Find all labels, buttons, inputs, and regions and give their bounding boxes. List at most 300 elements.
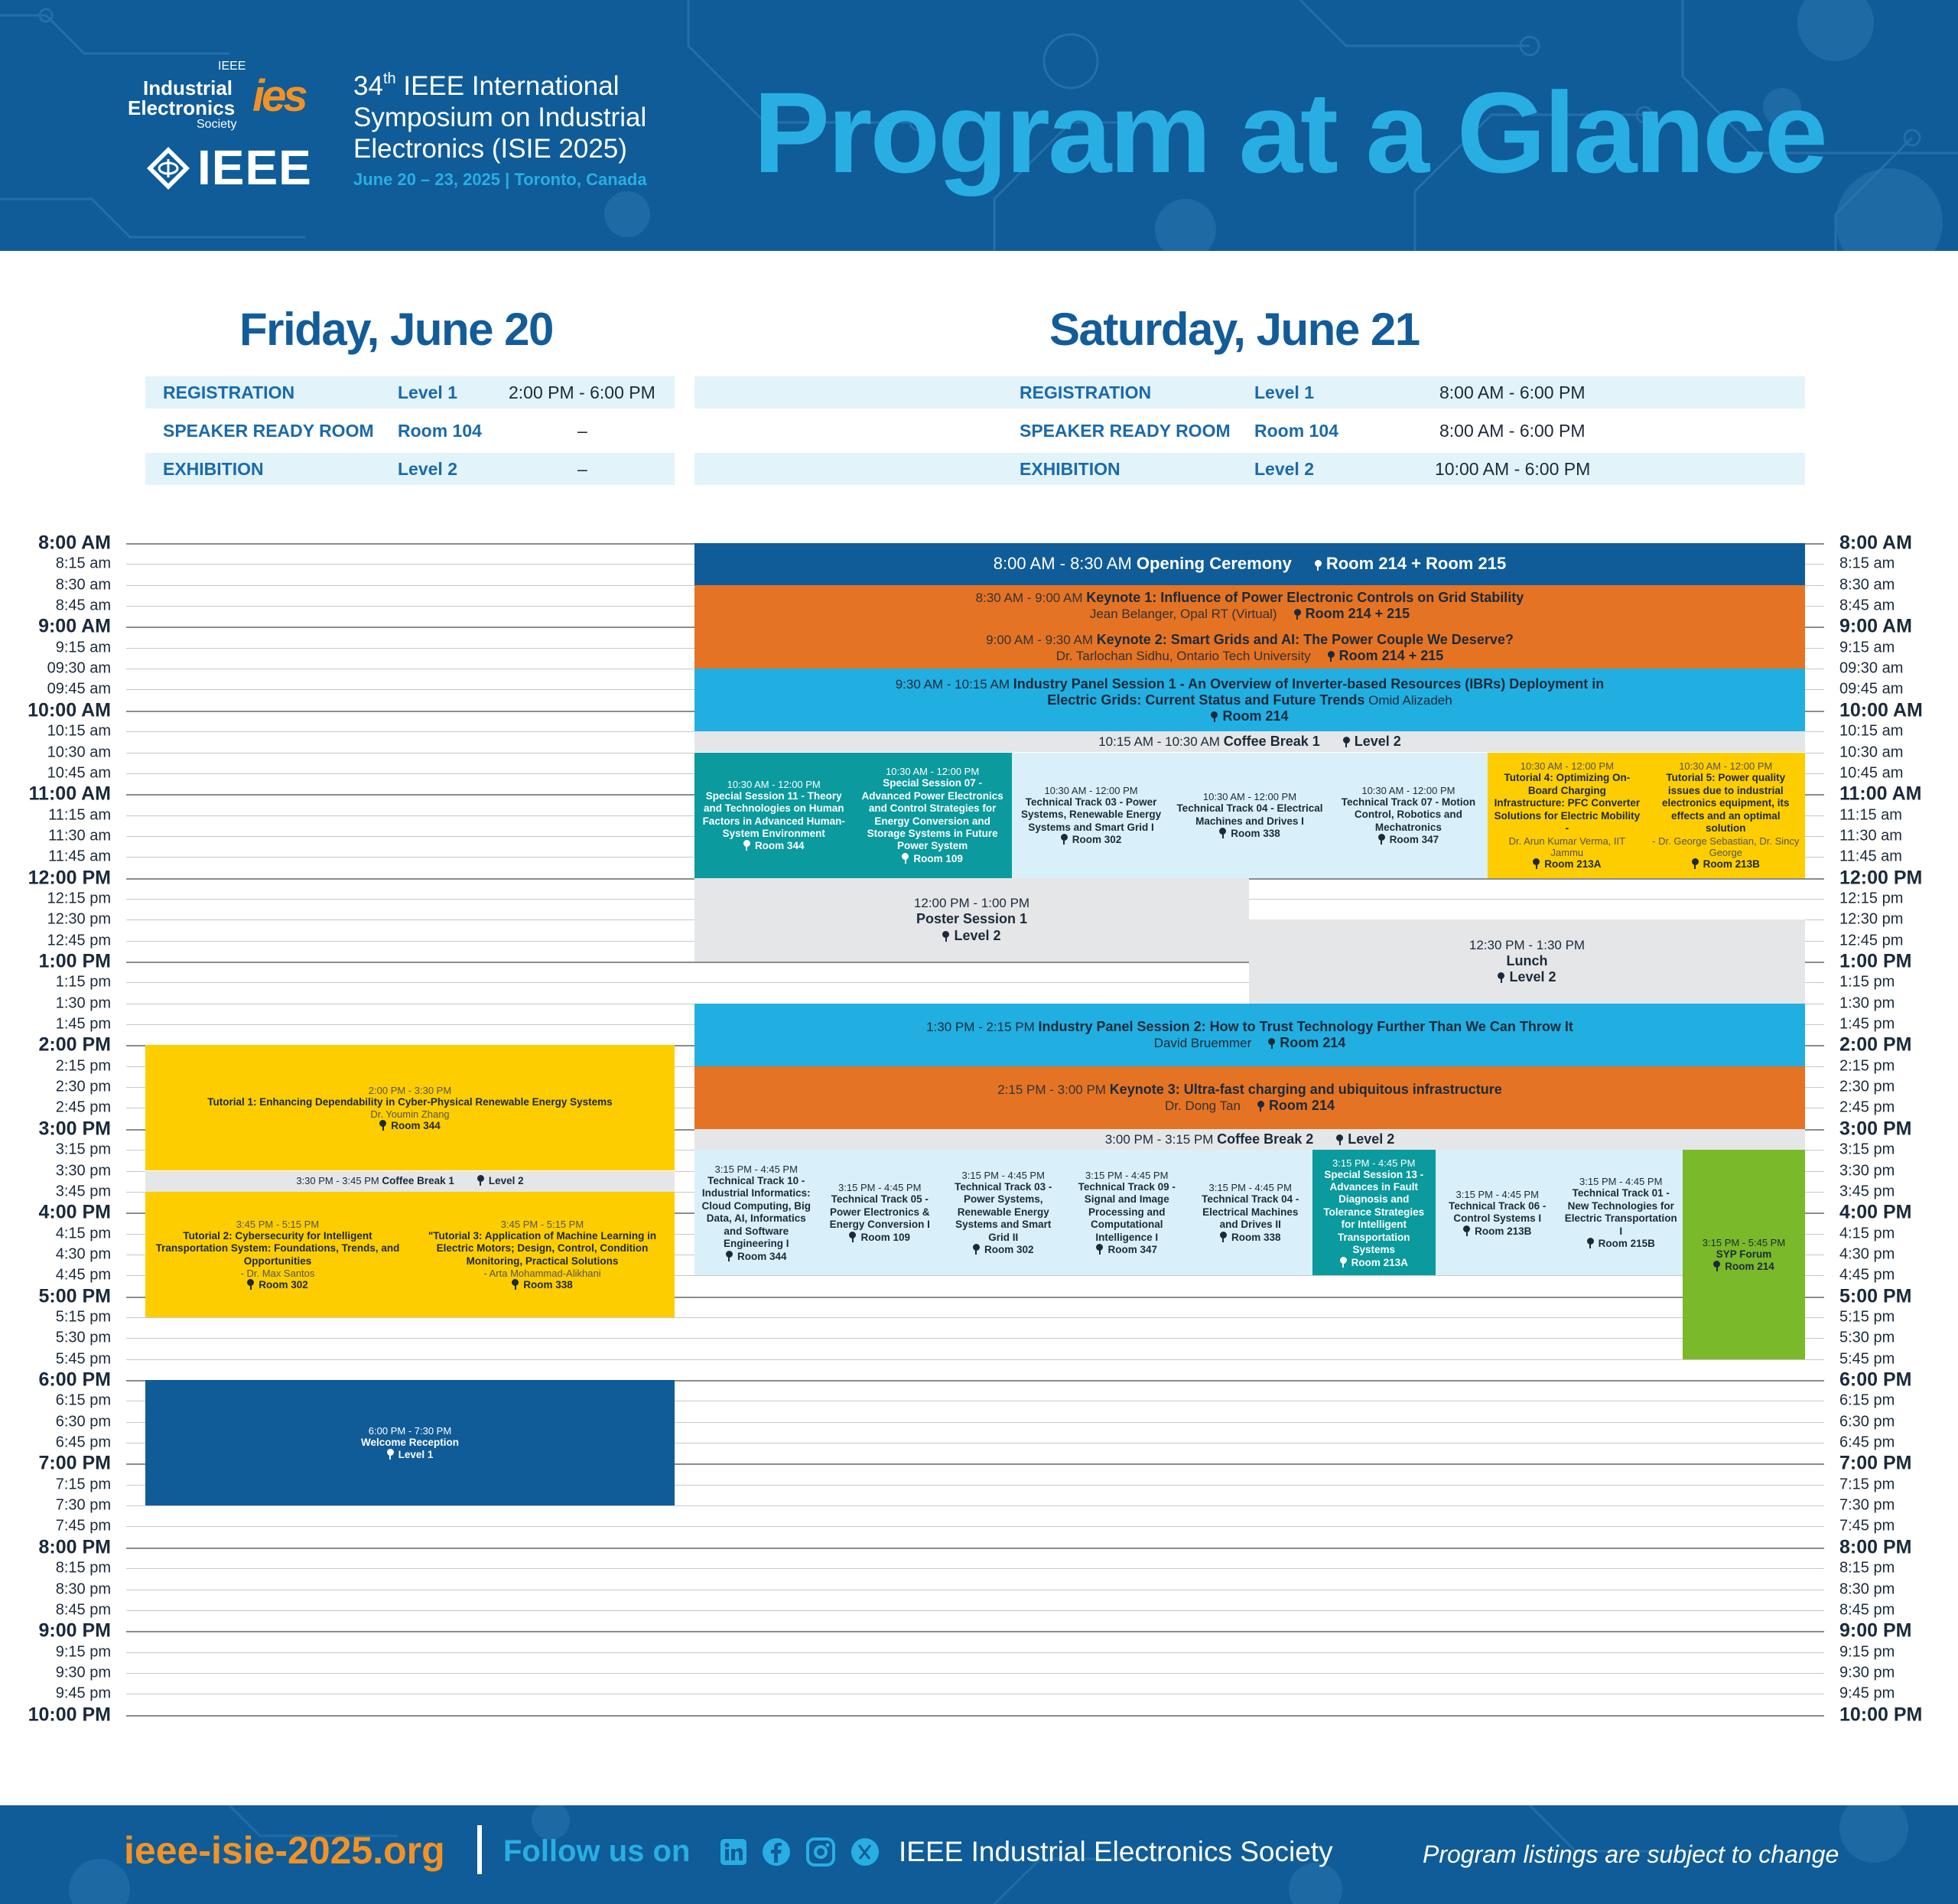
event-title: Welcome Reception	[360, 1436, 460, 1448]
event-room	[1211, 708, 1288, 724]
event-block[interactable]	[694, 1004, 1805, 1066]
event-title: Technical Track 03 - Power Systems, Renewable Energy Systems and Smart Grid II	[955, 1181, 1052, 1243]
event-line2	[1090, 606, 1410, 622]
event-title: Technical Track 04 - Electrical Machines and Drives I	[1176, 802, 1323, 827]
footer-divider	[477, 1825, 482, 1874]
website-link[interactable]: ieee-isie-2025.org	[124, 1829, 445, 1872]
time-label-left: 7:15 pm	[55, 1476, 111, 1493]
location-pin-icon	[942, 931, 949, 941]
event-time: 8:00 AM - 8:30 AM	[993, 554, 1137, 574]
event-time: 12:30 PM - 1:30 PM	[1468, 937, 1586, 952]
time-label-left: 10:00 AM	[28, 699, 111, 721]
time-label-right: 2:30 pm	[1839, 1078, 1895, 1095]
time-label-right: 7:30 pm	[1839, 1496, 1895, 1514]
event-room-text: Room 214 + 215	[1338, 647, 1444, 663]
event-room-text: Room 302	[259, 1279, 308, 1291]
event-block[interactable]	[1436, 1150, 1560, 1275]
disclaimer-note: Program listings are subject to change	[1423, 1841, 1839, 1868]
time-label-left: 8:45 pm	[55, 1601, 111, 1619]
time-label-right: 2:15 pm	[1839, 1057, 1895, 1075]
grid-line	[126, 1631, 1824, 1632]
event-room-text: Room 213A	[1544, 858, 1602, 870]
event-time: 10:30 AM - 12:00 PM	[886, 766, 980, 778]
event-room-text: Level 2	[1509, 969, 1556, 985]
saturday-info-location: Room 104	[1254, 420, 1338, 441]
event-block[interactable]	[694, 585, 1805, 627]
time-label-left: 3:00 PM	[38, 1118, 111, 1140]
event-time: 3:15 PM - 4:45 PM	[1085, 1170, 1169, 1182]
event-room-text: Level 2	[1348, 1131, 1395, 1147]
time-label-right: 6:00 PM	[1839, 1369, 1912, 1391]
event-room-text: Level 1	[398, 1449, 434, 1461]
location-pin-icon	[1061, 834, 1068, 844]
event-title: Keynote 2: Smart Grids and AI: The Power Couple We Deserve?	[1096, 631, 1514, 647]
event-title: Tutorial 1: Enhancing Dependability in Cyber-Physical Renewable Energy Systems	[207, 1095, 613, 1108]
event-speaker: Dr. Youmin Zhang	[370, 1108, 450, 1121]
event-line	[1098, 734, 1401, 750]
event-title: Special Session 13 - Advances in Fault Diagnosis and Tolerance Strategies for Intelligent Transportation Systems	[1323, 1168, 1425, 1256]
event-title: "Tutorial 3: Application of Machine Learning in Electric Motors; Design, Control, Condition Monitoring, Practical Solutions	[428, 1229, 657, 1267]
event-title: Special Session 11 - Theory and Technologies on Human Factors in Advanced Human-System Environment	[702, 789, 845, 840]
event-room	[942, 928, 1000, 944]
time-label-left: 1:15 pm	[55, 973, 111, 991]
event-time: 10:30 AM - 12:00 PM	[1520, 760, 1614, 773]
grid-line	[126, 1317, 1824, 1318]
location-pin-icon	[247, 1279, 254, 1289]
event-room	[387, 1449, 434, 1460]
saturday-info-time: 8:00 AM - 6:00 PM	[1439, 382, 1586, 402]
event-title: Tutorial 5: Power quality issues due to industrial electronics equipment, its effects and an optimal solution	[1662, 772, 1790, 835]
ieee-diamond-icon	[145, 145, 191, 191]
time-label-right: 3:45 pm	[1839, 1183, 1895, 1200]
time-label-left: 2:00 PM	[38, 1033, 111, 1056]
saturday-info-label: REGISTRATION	[1020, 382, 1152, 402]
event-title: Technical Track 10 - Industrial Informatics: Cloud Computing, Big Data, AI, Informatics and Software Engineering I	[701, 1174, 811, 1250]
event-room	[1713, 1261, 1774, 1272]
time-label-left: 3:15 pm	[55, 1141, 111, 1158]
time-label-left: 10:00 PM	[28, 1704, 111, 1726]
event-block[interactable]	[1012, 753, 1170, 878]
event-line1	[997, 1082, 1502, 1114]
time-label-right: 09:30 am	[1839, 659, 1904, 677]
event-block[interactable]	[942, 1150, 1065, 1275]
event-block[interactable]	[694, 669, 1805, 731]
time-label-right: 5:30 pm	[1839, 1329, 1895, 1346]
time-label-right: 1:45 pm	[1839, 1015, 1895, 1033]
time-label-right: 5:45 pm	[1839, 1350, 1895, 1368]
saturday-info-location: Level 1	[1254, 382, 1314, 402]
time-label-right: 6:15 pm	[1839, 1391, 1895, 1409]
event-room-text: Room 302	[984, 1244, 1034, 1256]
header-banner	[0, 0, 1958, 251]
event-room-text: Level 2	[488, 1175, 524, 1187]
symposium-line1: IEEE International	[395, 71, 620, 101]
event-title: Special Session 07 - Advanced Power Electronics and Control Strategies for Energy Conversion and Storage Systems in Future Power System	[861, 777, 1003, 852]
location-pin-icon	[1268, 1038, 1275, 1048]
time-label-left: 9:00 AM	[38, 615, 111, 637]
event-time: 2:15 PM - 3:00 PM	[997, 1082, 1110, 1097]
event-line2	[1056, 648, 1444, 664]
event-title: Coffee Break 2	[1217, 1131, 1314, 1147]
event-block[interactable]	[145, 1380, 675, 1505]
event-line1	[986, 632, 1514, 648]
time-label-left: 09:45 am	[47, 680, 111, 698]
saturday-info-label: EXHIBITION	[1020, 458, 1120, 479]
time-label-left: 1:00 PM	[38, 950, 111, 972]
time-label-left: 11:30 am	[48, 827, 111, 845]
time-label-left: 3:30 pm	[55, 1162, 111, 1179]
event-title: Technical Track 06 - Control Systems I	[1449, 1199, 1547, 1225]
symposium-ordinal-sup: th	[382, 70, 396, 87]
event-title: Technical Track 01 - New Technologies for Electric Transportation I	[1564, 1187, 1677, 1237]
event-room-text: Room 347	[1107, 1244, 1158, 1256]
time-label-right: 8:00 AM	[1839, 532, 1912, 554]
event-title: Technical Track 09 - Signal and Image Processing and Computational Intelligence I	[1078, 1181, 1176, 1243]
event-time: 1:30 PM - 2:15 PM	[926, 1019, 1039, 1034]
linkedin-icon[interactable]	[719, 1837, 748, 1867]
event-title: Technical Track 07 - Motion Control, Robotics and Mechatronics	[1341, 796, 1476, 833]
event-block[interactable]	[694, 878, 1249, 962]
event-room-text: Room 214 + 215	[1305, 606, 1410, 622]
time-label-left: 12:00 PM	[28, 867, 111, 889]
event-block[interactable]	[145, 1171, 675, 1192]
event-room-text: Room 213A	[1351, 1256, 1408, 1268]
instagram-icon[interactable]	[806, 1837, 835, 1867]
time-label-right: 8:15 pm	[1839, 1559, 1895, 1577]
time-label-right: 1:30 pm	[1839, 994, 1895, 1012]
time-label-left: 8:00 PM	[38, 1536, 111, 1558]
time-label-left: 8:15 am	[55, 555, 111, 572]
location-pin-icon	[1211, 711, 1218, 721]
time-label-right: 3:15 pm	[1839, 1141, 1895, 1158]
event-block[interactable]	[1065, 1150, 1189, 1275]
event-time: 3:15 PM - 4:45 PM	[1332, 1157, 1416, 1169]
grid-line	[126, 1548, 1824, 1549]
symposium-date-location: June 20 – 23, 2025 | Toronto, Canada	[353, 170, 647, 189]
event-room	[1268, 1035, 1345, 1050]
location-pin-icon	[726, 1251, 733, 1261]
location-pin-icon	[1378, 834, 1385, 844]
event-title: Keynote 3: Ultra-fast charging and ubiquitous infrastructure	[1109, 1081, 1502, 1097]
event-speaker: Dr. Tarlochan Sidhu, Ontario Tech University	[1055, 648, 1311, 663]
page-title: Program at a Glance	[753, 68, 1826, 197]
event-room	[477, 1175, 524, 1186]
location-pin-icon	[1257, 1101, 1264, 1111]
time-label-right: 7:45 pm	[1839, 1517, 1895, 1535]
event-room-text: Room 344	[737, 1250, 787, 1262]
time-label-left: 5:15 pm	[55, 1308, 111, 1326]
event-block[interactable]	[694, 731, 1805, 752]
location-pin-icon	[1463, 1225, 1470, 1235]
location-pin-icon	[973, 1244, 980, 1254]
time-label-right: 11:00 AM	[1839, 783, 1922, 805]
event-title: Poster Session 1	[916, 910, 1028, 926]
time-label-left: 8:30 am	[55, 576, 111, 594]
time-label-left: 2:45 pm	[55, 1098, 111, 1116]
location-pin-icon	[1315, 560, 1322, 570]
event-room-text: Room 344	[391, 1120, 441, 1132]
time-label-left: 2:15 pm	[55, 1057, 111, 1075]
time-label-left: 1:45 pm	[55, 1015, 111, 1033]
friday-info-label: EXHIBITION	[163, 458, 264, 479]
time-label-right: 8:45 pm	[1839, 1601, 1895, 1619]
event-title: Technical Track 03 - Power Systems, Renewable Energy Systems and Smart Grid I	[1021, 796, 1162, 833]
event-line1	[976, 590, 1524, 606]
friday-info-label: SPEAKER READY ROOM	[163, 420, 374, 441]
event-room-text: Room 338	[1231, 1231, 1281, 1243]
friday-info-location: Level 1	[398, 382, 457, 402]
event-title: Keynote 1: Influence of Power Electronic Controls on Grid Stability	[1086, 590, 1524, 606]
x-icon[interactable]	[851, 1837, 880, 1867]
event-room-text: Room 213B	[1703, 858, 1760, 870]
time-label-left: 8:00 AM	[38, 532, 111, 554]
time-label-left: 8:15 pm	[55, 1559, 111, 1577]
time-label-left: 3:45 pm	[55, 1183, 111, 1200]
time-label-right: 10:00 AM	[1839, 699, 1923, 721]
event-room	[902, 853, 963, 864]
event-room-text: Room 109	[913, 852, 963, 864]
friday-info-location: Room 104	[398, 420, 482, 441]
event-time: 6:00 PM - 7:30 PM	[368, 1424, 452, 1437]
time-label-left: 9:15 pm	[55, 1643, 111, 1661]
ies-logo-line2: Electronics	[128, 96, 236, 119]
event-room-text: Room 214	[1725, 1261, 1774, 1273]
time-label-right: 1:15 pm	[1839, 973, 1895, 991]
location-pin-icon	[1328, 651, 1335, 661]
event-room	[247, 1279, 308, 1290]
time-label-left: 7:00 PM	[38, 1452, 111, 1474]
event-room-text: Level 2	[1354, 734, 1401, 750]
event-room	[1220, 1232, 1281, 1243]
event-room	[1587, 1238, 1655, 1249]
event-block[interactable]	[694, 627, 1805, 669]
event-room	[1061, 834, 1122, 845]
time-label-left: 4:45 pm	[55, 1266, 111, 1284]
ies-logo-line3: Society	[197, 118, 237, 131]
event-room	[1257, 1098, 1335, 1113]
friday-info-time: –	[577, 420, 587, 441]
time-label-left: 4:30 pm	[55, 1245, 111, 1263]
time-label-right: 2:45 pm	[1839, 1098, 1895, 1116]
event-block[interactable]	[694, 1066, 1805, 1129]
event-time: 3:15 PM - 5:45 PM	[1702, 1236, 1786, 1248]
event-line	[994, 554, 1506, 574]
time-label-right: 9:15 pm	[1839, 1643, 1895, 1661]
event-room	[1692, 858, 1760, 870]
time-label-left: 09:30 am	[47, 659, 111, 677]
ies-logo-ieee: IEEE	[218, 60, 246, 73]
friday-title: Friday, June 20	[239, 304, 553, 355]
event-speaker: Jean Belanger, Opal RT (Virtual)	[1089, 607, 1277, 622]
symposium-line2: Symposium on Industrial	[353, 103, 647, 132]
saturday-info-time: 8:00 AM - 6:00 PM	[1439, 420, 1586, 441]
event-line	[1105, 1131, 1395, 1147]
time-label-left: 4:00 PM	[38, 1201, 111, 1223]
time-label-right: 9:00 PM	[1839, 1619, 1912, 1642]
event-block[interactable]	[145, 1192, 410, 1317]
event-time: 8:30 AM - 9:00 AM	[975, 591, 1087, 606]
location-pin-icon	[387, 1449, 394, 1459]
event-room	[512, 1279, 573, 1290]
event-time: 3:15 PM - 4:45 PM	[1579, 1176, 1663, 1188]
event-block[interactable]	[1249, 919, 1805, 1003]
event-room-text: Level 2	[954, 927, 1001, 943]
event-time: 3:45 PM - 5:15 PM	[236, 1218, 320, 1230]
time-label-left: 5:00 PM	[38, 1285, 111, 1307]
event-title: SYP Forum	[1716, 1248, 1772, 1260]
event-block[interactable]	[410, 1192, 675, 1317]
event-title: Coffee Break 1	[1223, 734, 1320, 750]
time-label-right: 12:15 pm	[1839, 890, 1904, 907]
event-time: 9:00 AM - 9:30 AM	[986, 632, 1097, 647]
time-label-right: 8:15 am	[1839, 555, 1895, 572]
time-label-right: 10:45 am	[1839, 764, 1904, 782]
time-label-left: 11:45 am	[48, 848, 111, 865]
time-label-right: 10:30 am	[1839, 744, 1904, 760]
friday-info-row	[145, 453, 675, 485]
location-pin-icon	[1498, 972, 1504, 982]
time-label-right: 7:00 PM	[1839, 1452, 1912, 1474]
event-time: 3:30 PM - 3:45 PM	[296, 1175, 382, 1187]
event-block[interactable]	[1329, 753, 1488, 878]
event-time: 10:30 AM - 12:00 PM	[727, 778, 821, 790]
symposium-name	[353, 70, 646, 164]
symposium-line3: Electronics (ISIE 2025)	[353, 134, 627, 164]
event-title: Technical Track 04 - Electrical Machines and Drives II	[1202, 1193, 1299, 1231]
time-label-right: 9:15 am	[1839, 639, 1895, 656]
event-block[interactable]	[1189, 1150, 1312, 1275]
event-title: Tutorial 2: Cybersecurity for Intelligent Transportation System: Foundations, Trends, and Opportunities	[155, 1229, 400, 1267]
event-room	[973, 1244, 1034, 1255]
time-label-right: 4:15 pm	[1839, 1225, 1895, 1242]
time-label-left: 10:45 am	[47, 764, 111, 782]
event-room-text: Room 347	[1389, 834, 1439, 846]
event-block[interactable]	[853, 753, 1011, 878]
event-room-text: Room 344	[754, 840, 805, 852]
time-label-left: 1:30 pm	[55, 994, 111, 1012]
time-label-right: 11:30 am	[1839, 827, 1902, 845]
event-block[interactable]	[1170, 753, 1329, 878]
location-pin-icon	[1692, 858, 1699, 868]
time-label-right: 9:30 pm	[1839, 1664, 1895, 1681]
time-label-left: 5:45 pm	[55, 1350, 111, 1368]
friday-info-row	[145, 376, 675, 408]
friday-info-row	[145, 415, 675, 447]
event-room-text: Room 214	[1222, 708, 1289, 724]
event-room	[1340, 1257, 1408, 1268]
location-pin-icon	[379, 1120, 386, 1130]
event-block[interactable]	[1488, 753, 1646, 878]
time-label-right: 2:00 PM	[1839, 1033, 1912, 1056]
time-label-left: 2:30 pm	[55, 1078, 111, 1095]
time-label-left: 8:30 pm	[55, 1580, 111, 1597]
event-block[interactable]	[694, 1129, 1805, 1150]
ies-logo-line1: Industrial	[143, 76, 233, 99]
event-speaker: - Dr. George Sebastian, Dr. Sincy George	[1652, 835, 1800, 858]
grid-line	[126, 1359, 1824, 1360]
event-block[interactable]	[1683, 1150, 1805, 1359]
event-title: Technical Track 05 - Power Electronics & Energy Conversion I	[829, 1193, 930, 1231]
event-room-text: Room 214	[1268, 1097, 1335, 1113]
time-label-left: 6:00 PM	[38, 1369, 111, 1391]
grid-line	[126, 1652, 1824, 1653]
society-name: IEEE Industrial Electronics Society	[899, 1836, 1333, 1867]
event-room	[1336, 1131, 1394, 1147]
event-time: 3:15 PM - 4:45 PM	[714, 1163, 798, 1175]
time-label-left: 12:30 pm	[47, 910, 111, 928]
event-block[interactable]	[145, 1045, 675, 1170]
event-room	[743, 840, 805, 851]
time-label-left: 6:15 pm	[55, 1391, 111, 1409]
event-room-text: Room 214 + Room 215	[1325, 554, 1507, 574]
event-block[interactable]	[694, 543, 1805, 585]
time-label-right: 09:45 am	[1839, 680, 1904, 698]
event-time: 10:15 AM - 10:30 AM	[1098, 734, 1224, 750]
event-room-text: Room 338	[1231, 828, 1280, 840]
time-label-right: 3:30 pm	[1839, 1162, 1895, 1179]
event-line1	[883, 676, 1617, 708]
time-label-left: 8:45 am	[55, 597, 111, 614]
event-room	[1219, 828, 1280, 839]
time-label-right: 10:00 PM	[1839, 1704, 1923, 1726]
event-block[interactable]	[818, 1150, 942, 1275]
friday-info-label: REGISTRATION	[163, 382, 295, 402]
time-label-left: 7:45 pm	[55, 1517, 111, 1535]
follow-us-label: Follow us on	[503, 1834, 691, 1868]
facebook-icon[interactable]	[762, 1837, 791, 1867]
event-title: Industry Panel Session 2: How to Trust Technology Further Than We Can Throw It	[1038, 1018, 1573, 1034]
saturday-info-row	[694, 415, 1805, 447]
time-label-left: 9:30 pm	[55, 1664, 111, 1681]
event-block[interactable]	[1312, 1150, 1436, 1275]
event-time: 3:15 PM - 4:45 PM	[961, 1170, 1045, 1182]
friday-info-time: –	[577, 458, 587, 479]
time-label-right: 12:45 pm	[1839, 932, 1904, 949]
time-label-left: 7:30 pm	[55, 1496, 111, 1514]
event-room	[1096, 1244, 1157, 1255]
event-block[interactable]	[694, 753, 853, 878]
grid-line	[126, 1610, 1824, 1611]
location-pin-icon	[1343, 737, 1350, 747]
event-room-text: Room 109	[860, 1231, 911, 1243]
time-label-left: 11:15 am	[48, 806, 111, 824]
time-label-right: 12:30 pm	[1839, 910, 1904, 928]
time-label-left: 5:30 pm	[55, 1329, 111, 1346]
event-speaker: Dr. Arun Kumar Verma, IIT Jammu	[1508, 835, 1626, 858]
event-speaker: Omid Alizadeh	[1364, 692, 1452, 708]
event-time: 3:15 PM - 4:45 PM	[1208, 1182, 1292, 1194]
grid-line	[126, 1673, 1824, 1674]
location-pin-icon	[1336, 1134, 1343, 1144]
time-label-right: 4:00 PM	[1839, 1201, 1912, 1223]
event-time: 10:30 AM - 12:00 PM	[1202, 791, 1297, 803]
time-label-left: 6:45 pm	[55, 1434, 111, 1451]
event-block[interactable]	[1647, 753, 1805, 878]
time-label-right: 9:00 AM	[1839, 615, 1912, 637]
event-time: 9:30 AM - 10:15 AM	[895, 676, 1013, 692]
event-block[interactable]	[1560, 1150, 1683, 1275]
event-block[interactable]	[694, 1150, 818, 1275]
time-label-right: 7:15 pm	[1839, 1476, 1895, 1493]
location-pin-icon	[1713, 1261, 1720, 1271]
grid-line	[126, 1568, 1824, 1569]
grid-line	[126, 1505, 1824, 1506]
event-room	[1498, 969, 1556, 985]
grid-line	[126, 1715, 1824, 1717]
event-time: 3:45 PM - 5:15 PM	[500, 1218, 584, 1230]
event-speaker: David Bruemmer	[1153, 1035, 1252, 1050]
event-time: 12:00 PM - 1:00 PM	[913, 895, 1030, 910]
